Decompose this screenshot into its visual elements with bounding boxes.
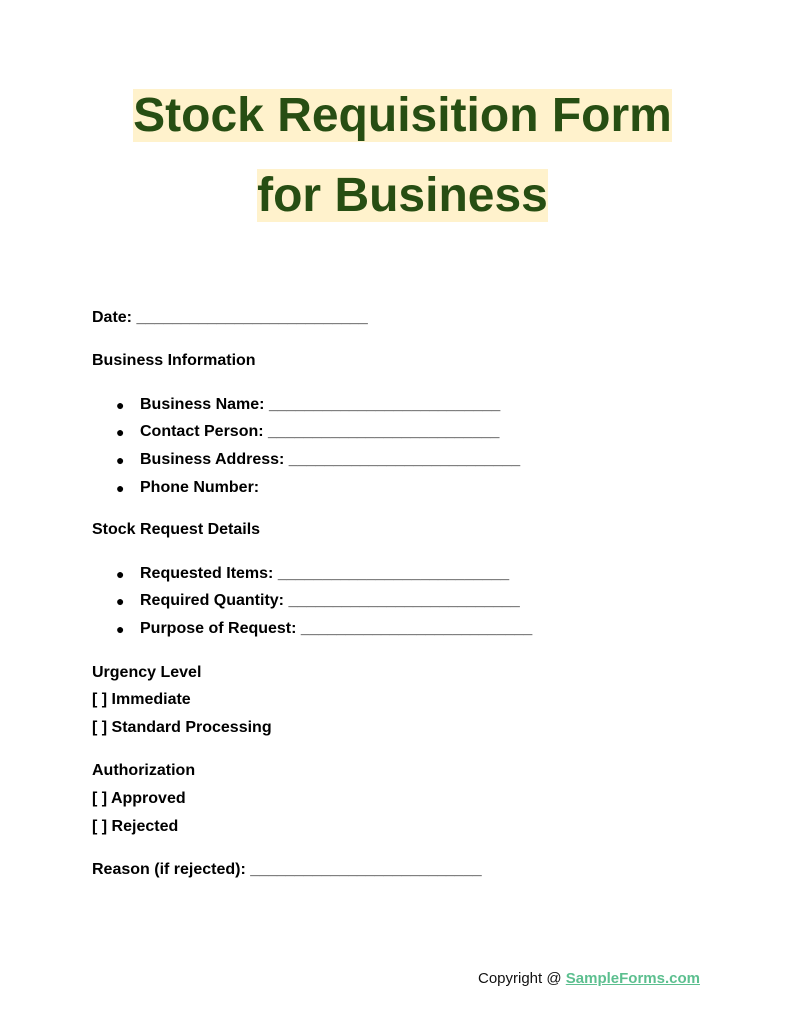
field-label: Business Name: — [140, 396, 265, 413]
approved-checkbox[interactable]: [ ] Approved — [92, 790, 186, 807]
bullet-icon: ● — [116, 566, 125, 582]
contact-person-field[interactable] — [140, 422, 499, 442]
copyright-text: Copyright @ — [478, 970, 566, 987]
field-label: Business Address: — [140, 451, 285, 468]
field-blank[interactable]: __________________________ — [300, 620, 533, 637]
bullet-icon: ● — [116, 452, 125, 468]
authorization-heading: Authorization — [92, 762, 196, 779]
title-line-2: for Business — [257, 169, 548, 222]
page-title-line-2 — [0, 169, 805, 223]
date-label: Date: — [92, 309, 133, 326]
field-label: Contact Person: — [140, 423, 264, 440]
field-label: Reason (if rejected): — [92, 861, 246, 878]
business-name-field[interactable] — [140, 395, 500, 415]
field-blank[interactable]: __________________________ — [250, 861, 482, 878]
page-title — [0, 89, 805, 143]
bullet-icon: ● — [116, 424, 125, 440]
date-field[interactable] — [92, 308, 368, 328]
phone-number-field: Phone Number: — [140, 479, 260, 496]
title-line-1: Stock Requisition Form — [133, 89, 672, 142]
urgency-standard-checkbox[interactable]: [ ] Standard Processing — [92, 719, 272, 736]
urgency-immediate-checkbox[interactable]: [ ] Immediate — [92, 691, 191, 708]
urgency-heading: Urgency Level — [92, 664, 202, 681]
date-blank[interactable]: __________________________ — [136, 309, 368, 326]
field-blank[interactable]: __________________________ — [288, 451, 521, 468]
business-address-field[interactable] — [140, 450, 520, 470]
field-blank[interactable]: __________________________ — [277, 565, 510, 582]
rejected-checkbox[interactable]: [ ] Rejected — [92, 818, 179, 835]
field-label: Purpose of Request: — [140, 620, 297, 637]
sampleforms-link[interactable]: SampleForms.com — [565, 970, 700, 987]
field-label: Required Quantity: — [140, 592, 285, 609]
field-blank[interactable]: __________________________ — [268, 423, 500, 440]
bullet-icon: ● — [116, 621, 125, 637]
business-info-heading: Business Information — [92, 352, 256, 369]
required-quantity-field[interactable] — [140, 591, 520, 611]
stock-request-heading: Stock Request Details — [92, 521, 261, 538]
copyright-footer — [478, 969, 700, 989]
field-blank[interactable]: __________________________ — [288, 592, 520, 609]
bullet-icon: ● — [116, 397, 125, 413]
reason-field[interactable] — [92, 860, 482, 880]
requested-items-field[interactable] — [140, 564, 509, 584]
bullet-icon: ● — [116, 480, 125, 496]
purpose-field[interactable] — [140, 619, 532, 639]
field-blank[interactable]: __________________________ — [268, 396, 501, 413]
bullet-icon: ● — [116, 593, 125, 609]
field-label: Requested Items: — [140, 565, 274, 582]
